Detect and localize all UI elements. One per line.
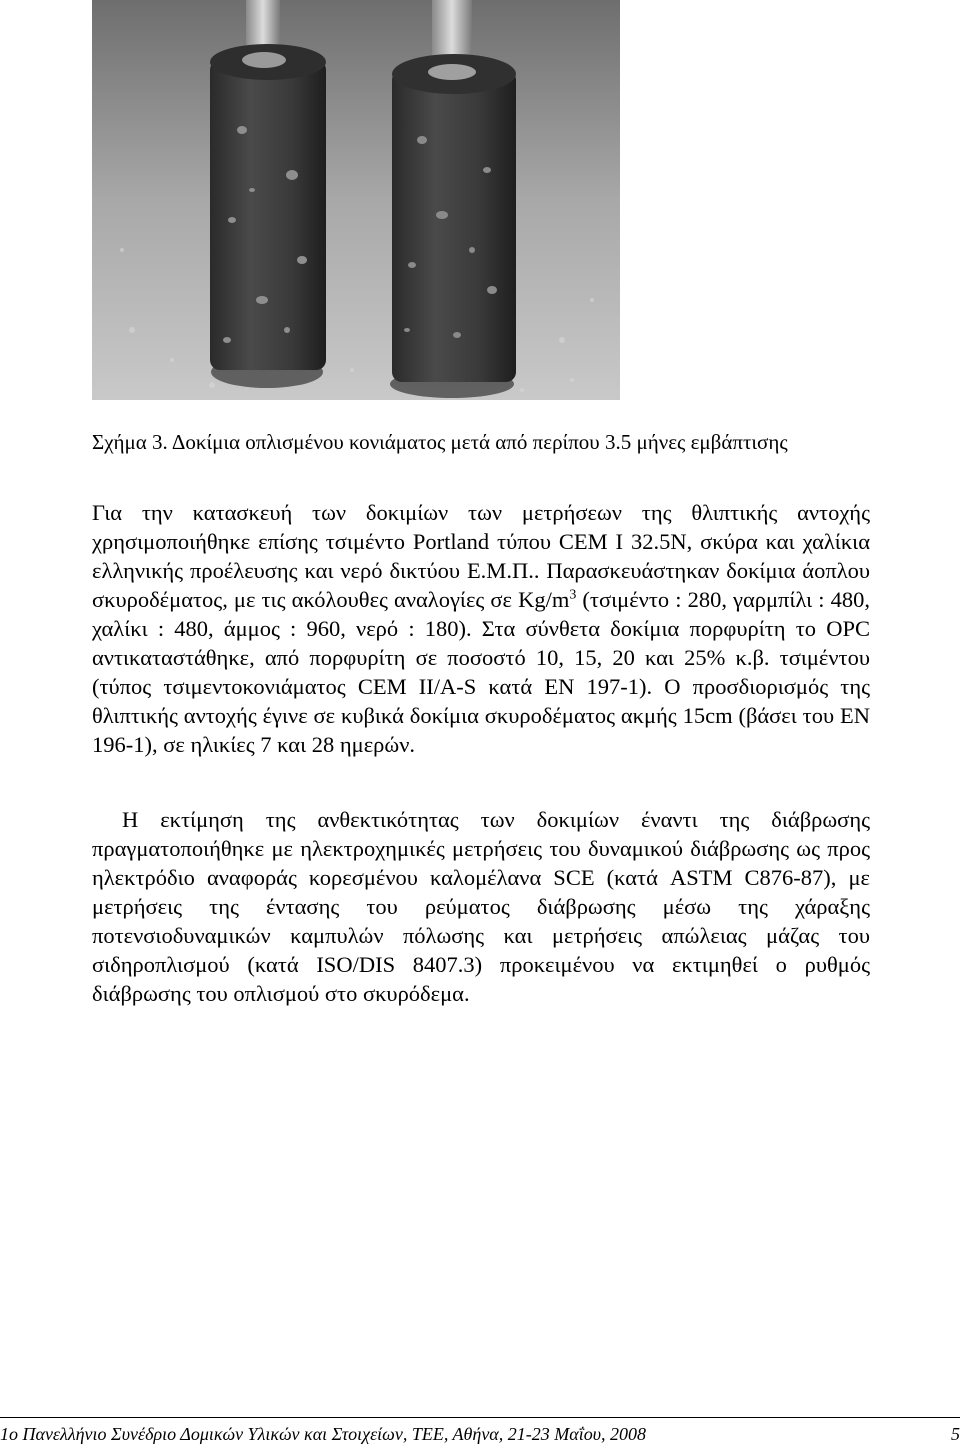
concrete-specimens-photo [92,0,620,400]
page-number: 5 [951,1424,960,1444]
footer-divider [0,1417,960,1418]
figure-photo [92,0,620,400]
body-paragraph-2: Η εκτίμηση της ανθεκτικότητας των δοκιμίων έναντι της διάβρωσης πραγματοποιήθηκε με ηλεκτροχημικές μετρήσεις του δυναμικού διάβρωσης ως προς ηλεκτρόδιο αναφοράς κορεσμένου καλομέλανα SCE (κατά ASTM C876-87), με μετρήσεις της έντασης του ρεύματος διάβρωσης μέσω της χάραξης ποτενσιοδυναμικών καμπυλών πόλωσης και μετρήσεις απώλειας μάζας του σιδηροπλισμού (κατά ISO/DIS 8407.3) προκειμένου να εκτιμηθεί ο ρυθμός διάβρωσης του οπλισμού στο σκυρόδεμα. [92,807,870,1006]
figure-caption: Σχήμα 3. Δοκίμια οπλισμένου κονιάματος μετά από περίπου 3.5 μήνες εμβάπτισης [92,430,788,454]
body-paragraph-1 [92,498,870,759]
footer-conference: 1ο Πανελλήνιο Συνέδριο Δομικών Υλικών και Στοιχείων, ΤΕΕ, Αθήνα, 21-23 Μαΐου, 2008 [0,1424,646,1444]
page-footer [0,1417,960,1448]
para1-text-after: (τσιμέντο : 280, γαρμπίλι : 480, χαλίκι : 480, άμμος : 960, νερό : 180). Στα σύνθετα δοκίμια πορφυρίτη το OPC αντικαταστάθηκε, από πορφυρίτη σε ποσοστό 10, 15, 20 και 25% κ.β. τσιμέντου (τύπος τσιμεντοκονιάματος CEM II/A-S κατά EN 197-1). Ο προσδιορισμός της θλιπτικής αντοχής έγινε σε κυβικά δοκίμια σκυροδέματος ακμής 15cm (βάσει του EN 196-1), σε ηλικίες 7 και 28 ημερών. [92,587,870,757]
para1-superscript: 3 [569,587,577,603]
para1-text-before: Για την κατασκευή των δοκιμίων των μετρήσεων της θλιπτικής αντοχής χρησιμοποιήθηκε επίσης τσιμέντο Portland τύπου CEM I 32.5N, σκύρα και χαλίκια ελληνικής προέλευσης και νερό δικτύου Ε.Μ.Π.. Παρασκευάστηκαν δοκίμια άοπλου σκυροδέματος, με τις ακόλουθες αναλογίες σε Kg/m [92,500,870,612]
